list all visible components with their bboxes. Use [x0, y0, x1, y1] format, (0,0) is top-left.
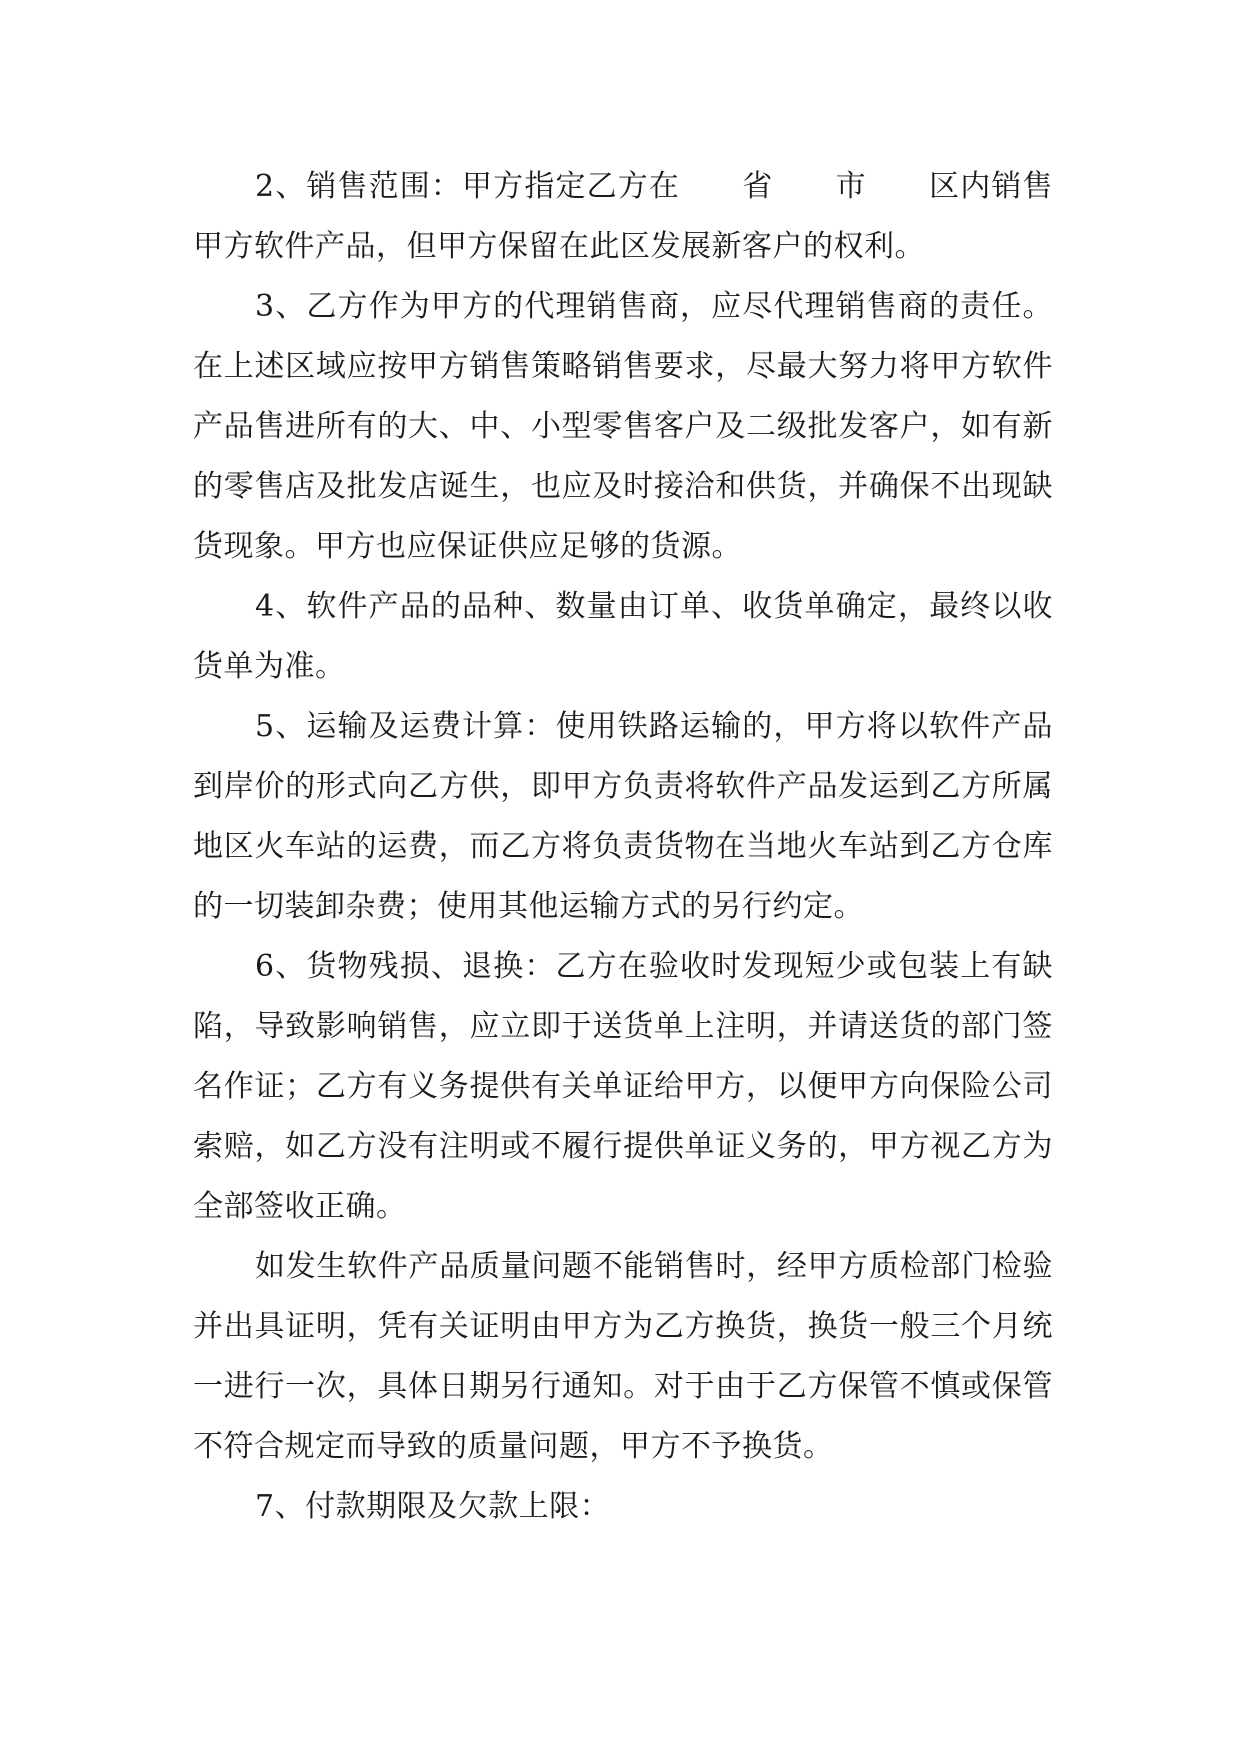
paragraph-agent-duty: 3、乙方作为甲方的代理销售商，应尽代理销售商的责任。在上述区域应按甲方销售策略销售要求，尽最大努力将甲方软件产品售进所有的大、中、小型零售客户及二级批发客户，如有新的零售店及批发店诞生，也应及时接洽和供货，并确保不出现缺货现象。甲方也应保证供应足够的货源。	[193, 289, 1053, 564]
paragraph-sales-scope: 2、销售范围：甲方指定乙方在 省 市 区内销售甲方软件产品，但甲方保留在此区发展新客户的权利。	[193, 169, 1053, 264]
paragraph-transport-fees: 5、运输及运费计算：使用铁路运输的，甲方将以软件产品到岸价的形式向乙方供，即甲方负责将软件产品发运到乙方所属地区火车站的运费，而乙方将负责货物在当地火车站到乙方仓库的一切装卸杂费；使用其他运输方式的另行约定。	[193, 709, 1053, 924]
paragraph-quality-exchange: 如发生软件产品质量问题不能销售时，经甲方质检部门检验并出具证明，凭有关证明由甲方为乙方换货，换货一般三个月统一进行一次，具体日期另行通知。对于由于乙方保管不慎或保管不符合规定而导致的质量问题，甲方不予换货。	[193, 1249, 1053, 1464]
document-body	[193, 157, 1053, 1537]
paragraph-damage-returns: 6、货物残损、退换：乙方在验收时发现短少或包装上有缺陷，导致影响销售，应立即于送货单上注明，并请送货的部门签名作证；乙方有义务提供有关单证给甲方，以便甲方向保险公司索赔，如乙方没有注明或不履行提供单证义务的，甲方视乙方为全部签收正确。	[193, 949, 1053, 1224]
paragraph-product-quantity: 4、软件产品的品种、数量由订单、收货单确定，最终以收货单为准。	[193, 589, 1053, 684]
paragraph-payment-terms: 7、付款期限及欠款上限：	[255, 1489, 611, 1524]
